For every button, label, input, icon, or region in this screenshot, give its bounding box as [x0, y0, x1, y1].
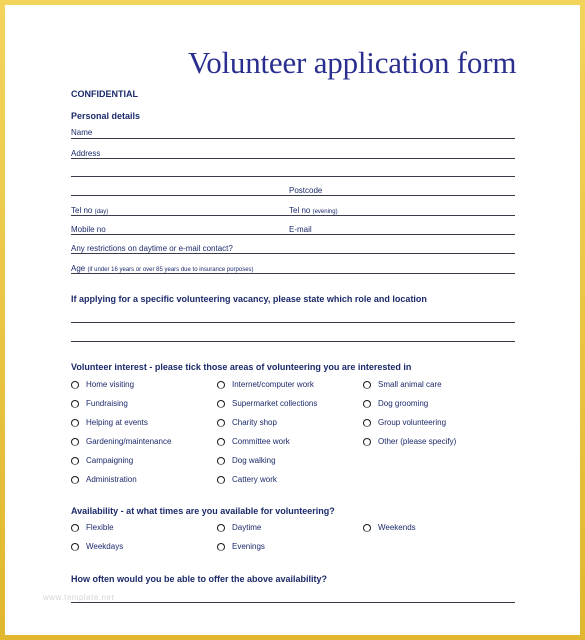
- name-field-line[interactable]: [71, 138, 515, 139]
- address-field-line-1[interactable]: [71, 158, 515, 159]
- interest-option-label: Internet/computer work: [232, 380, 314, 389]
- postcode-label: Postcode: [289, 186, 323, 195]
- confidential-label: CONFIDENTIAL: [71, 89, 138, 99]
- interest-option-checkbox[interactable]: [363, 418, 446, 427]
- interest-option-checkbox[interactable]: [217, 399, 317, 408]
- interest-option-label: Other (please specify): [378, 437, 457, 446]
- availability-option-checkbox[interactable]: [217, 523, 261, 532]
- interest-option-checkbox[interactable]: [71, 475, 137, 484]
- checkbox-circle-icon[interactable]: [217, 524, 225, 532]
- frequency-field-line[interactable]: [71, 602, 515, 603]
- checkbox-circle-icon[interactable]: [363, 524, 371, 532]
- address-label: Address: [71, 149, 101, 158]
- interest-option-label: Campaigning: [86, 456, 134, 465]
- checkbox-circle-icon[interactable]: [217, 419, 225, 427]
- checkbox-circle-icon[interactable]: [217, 381, 225, 389]
- availability-option-label: Daytime: [232, 523, 262, 532]
- checkbox-circle-icon[interactable]: [217, 457, 225, 465]
- availability-option-label: Weekdays: [86, 542, 124, 551]
- checkbox-circle-icon[interactable]: [363, 400, 371, 408]
- checkbox-circle-icon[interactable]: [71, 524, 79, 532]
- interest-option-label: Cattery work: [232, 475, 277, 484]
- availability-option-checkbox[interactable]: [363, 523, 416, 532]
- age-label: Age (if under 16 years or over 85 years due to insurance purposes): [71, 264, 254, 273]
- interest-option-label: Gardening/maintenance: [86, 437, 172, 446]
- tel-day-label: Tel no (day): [71, 206, 109, 215]
- interest-option-label: Small animal care: [378, 380, 442, 389]
- vacancy-heading: If applying for a specific volunteering vacancy, please state which role and location: [71, 294, 427, 304]
- availability-option-checkbox[interactable]: [217, 542, 265, 551]
- interest-option-label: Home visiting: [86, 380, 135, 389]
- form-page: [5, 5, 580, 635]
- interest-option-label: Committee work: [232, 437, 290, 446]
- checkbox-circle-icon[interactable]: [217, 543, 225, 551]
- mobile-label: Mobile no: [71, 225, 106, 234]
- tel-evening-label: Tel no (evening): [289, 206, 338, 215]
- interest-option-label: Fundraising: [86, 399, 128, 408]
- postcode-field-line[interactable]: [71, 195, 515, 196]
- checkbox-circle-icon[interactable]: [71, 438, 79, 446]
- availability-option-label: Flexible: [86, 523, 114, 532]
- age-field-line[interactable]: [71, 273, 515, 274]
- availability-option-checkbox[interactable]: [71, 542, 123, 551]
- vacancy-field-line-1[interactable]: [71, 322, 515, 323]
- availability-option-checkbox[interactable]: [71, 523, 114, 532]
- interest-option-checkbox[interactable]: [71, 456, 133, 465]
- availability-heading: Availability - at what times are you available for volunteering?: [71, 506, 335, 516]
- checkbox-circle-icon[interactable]: [71, 419, 79, 427]
- mobile-email-field-line[interactable]: [71, 234, 515, 235]
- interest-heading: Volunteer interest - please tick those areas of volunteering you are interested in: [71, 362, 412, 372]
- interest-option-checkbox[interactable]: [71, 380, 134, 389]
- interest-option-label: Administration: [86, 475, 137, 484]
- checkbox-circle-icon[interactable]: [363, 381, 371, 389]
- restrictions-field-line[interactable]: [71, 253, 515, 254]
- checkbox-circle-icon[interactable]: [217, 400, 225, 408]
- availability-option-label: Evenings: [232, 542, 265, 551]
- restrictions-label: Any restrictions on daytime or e-mail contact?: [71, 244, 233, 253]
- availability-option-label: Weekends: [378, 523, 416, 532]
- interest-option-label: Dog grooming: [378, 399, 429, 408]
- vacancy-field-line-2[interactable]: [71, 341, 515, 342]
- interest-option-checkbox[interactable]: [71, 437, 171, 446]
- interest-option-checkbox[interactable]: [363, 399, 428, 408]
- checkbox-circle-icon[interactable]: [363, 419, 371, 427]
- name-label: Name: [71, 128, 93, 137]
- interest-option-checkbox[interactable]: [217, 475, 277, 484]
- page-title: Volunteer application form: [188, 45, 517, 80]
- email-label: E-mail: [289, 225, 312, 234]
- watermark: www.template.net: [43, 593, 115, 602]
- interest-option-label: Supermarket collections: [232, 399, 318, 408]
- checkbox-circle-icon[interactable]: [363, 438, 371, 446]
- interest-option-label: Helping at events: [86, 418, 148, 427]
- address-field-line-2[interactable]: [71, 176, 515, 177]
- interest-option-checkbox[interactable]: [363, 437, 456, 446]
- checkbox-circle-icon[interactable]: [71, 457, 79, 465]
- checkbox-circle-icon[interactable]: [217, 438, 225, 446]
- interest-option-checkbox[interactable]: [217, 456, 276, 465]
- interest-option-label: Group volunteering: [378, 418, 447, 427]
- interest-option-label: Dog walking: [232, 456, 276, 465]
- interest-option-checkbox[interactable]: [71, 399, 128, 408]
- interest-option-checkbox[interactable]: [71, 418, 148, 427]
- checkbox-circle-icon[interactable]: [71, 543, 79, 551]
- tel-field-line[interactable]: [71, 215, 515, 216]
- interest-option-checkbox[interactable]: [363, 380, 442, 389]
- checkbox-circle-icon[interactable]: [217, 476, 225, 484]
- checkbox-circle-icon[interactable]: [71, 476, 79, 484]
- interest-option-checkbox[interactable]: [217, 418, 277, 427]
- checkbox-circle-icon[interactable]: [71, 400, 79, 408]
- checkbox-circle-icon[interactable]: [71, 381, 79, 389]
- interest-option-checkbox[interactable]: [217, 437, 290, 446]
- personal-details-heading: Personal details: [71, 111, 141, 121]
- interest-option-label: Charity shop: [232, 418, 277, 427]
- frequency-heading: How often would you be able to offer the above availability?: [71, 574, 328, 584]
- interest-option-checkbox[interactable]: [217, 380, 314, 389]
